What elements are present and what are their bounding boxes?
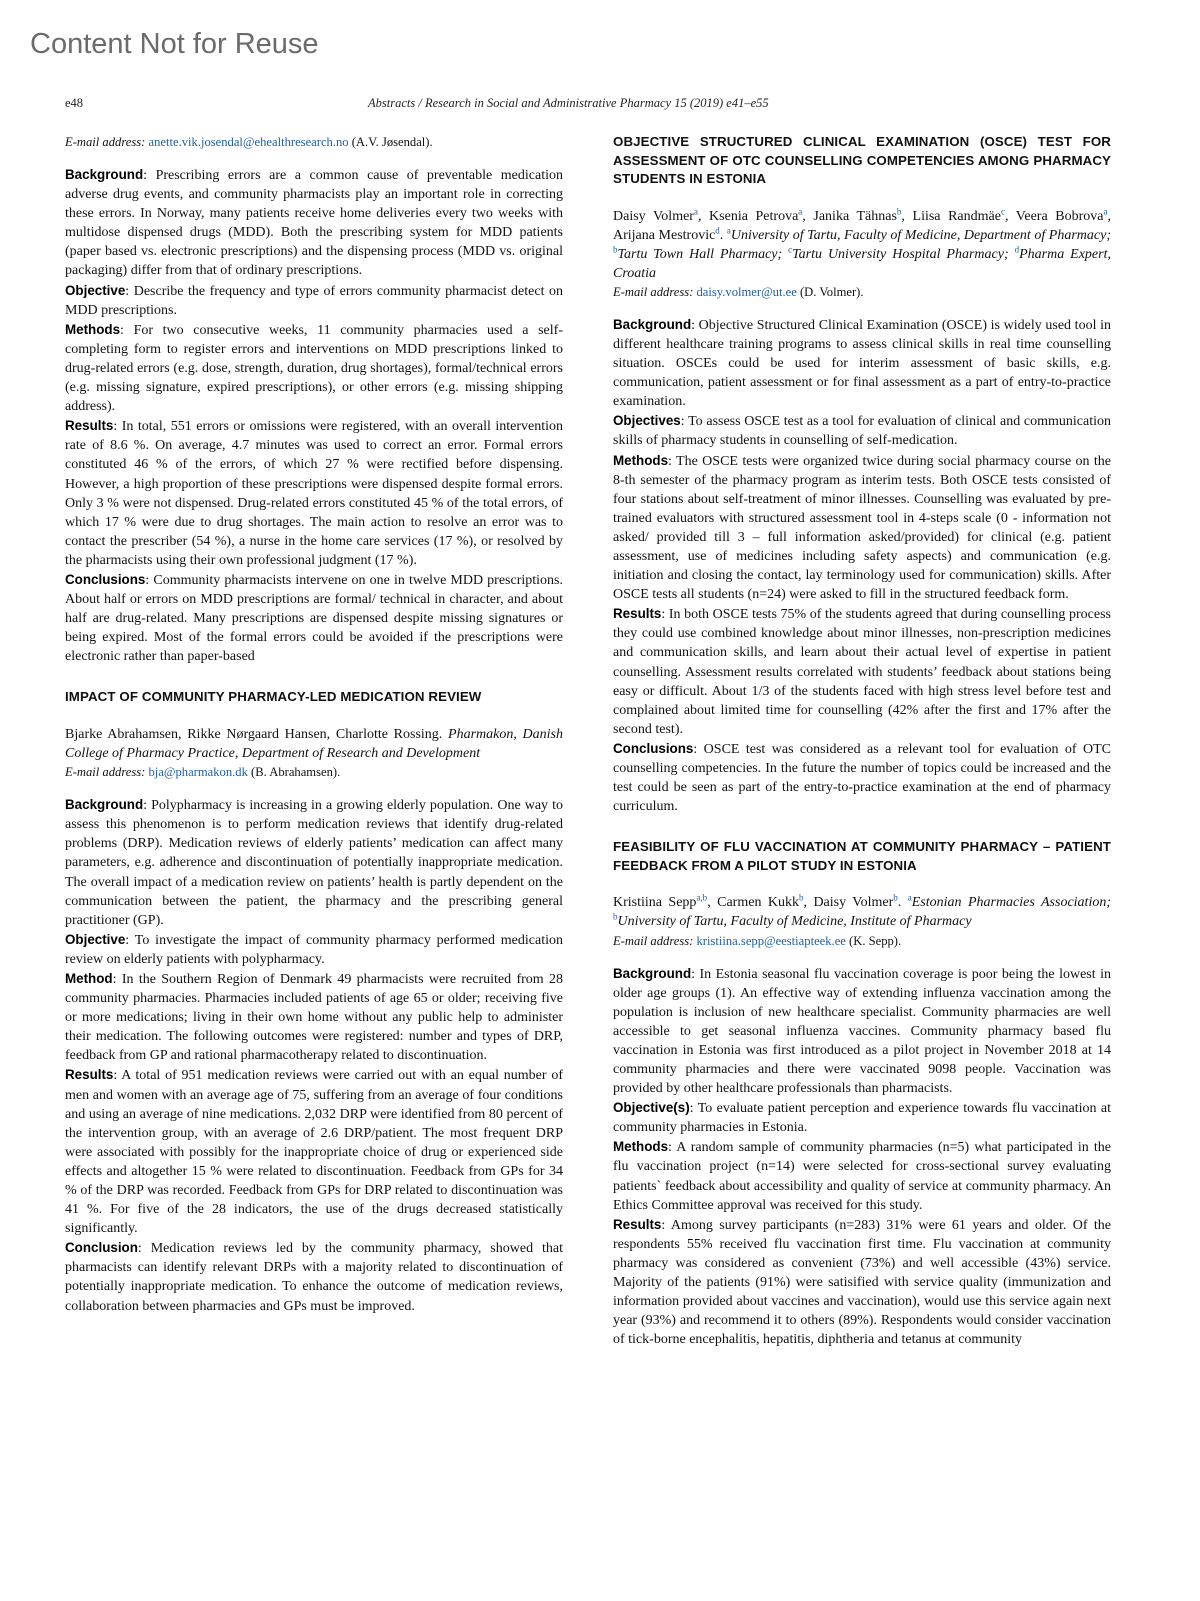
affiliation-marker: b — [893, 892, 898, 903]
affiliation-marker: a — [1103, 205, 1108, 216]
affiliation-marker: b — [799, 892, 804, 903]
affiliation-marker: b — [613, 911, 618, 922]
affiliation-marker: c — [1000, 205, 1005, 216]
abstract-title: FEASIBILITY OF FLU VACCINATION AT COMMUNITY PHARMACY – PATIENT FEEDBACK FROM A PILOT STUDY IN ESTONIA — [613, 839, 1111, 873]
objective-paragraph — [65, 930, 563, 969]
separator: . — [897, 895, 908, 911]
affiliation-text: Pharma Expert, Croatia — [613, 246, 1111, 281]
author-list — [613, 207, 1111, 283]
paragraph-text: : To investigate the impact of community pharmacy performed medication review on elderly patients with polypharmacy. — [65, 932, 563, 967]
author-name: , Ksenia Petrova — [697, 208, 799, 224]
background-paragraph — [65, 165, 563, 281]
paragraph-text: : Polypharmacy is increasing in a growing elderly population. One way to assess this phenomenon is to perform medication reviews that identify drug-related problems (DRP). Medication reviews of elderly patients’ medication can affect many parameters, e.g. adherence and discontinuation of potentially inappropriate medication. The overall impact of a medication review on patients’ health is partly dependent on the communication between the patient, the pharmacy and the prescribing general practitioner (GP). — [65, 798, 563, 928]
section-label: Method — [65, 970, 113, 986]
paragraph-text: : Prescribing errors are a common cause of preventable medication adverse drug events, and community pharmacists play an important role in correcting these errors. In Norway, many patients receive home deliveries every two weeks with multidose dispensed drugs (MDD). Both the prescribing system for MDD patients (paper based vs. electronic prescriptions) and the dispensing process (MDD vs. original packaging) differ from that of ordinary prescriptions. — [65, 168, 563, 279]
section-label: Results — [613, 606, 662, 622]
conclusions-paragraph — [613, 739, 1111, 816]
methods-paragraph — [65, 320, 563, 416]
results-paragraph — [613, 604, 1111, 739]
section-label: Background — [65, 167, 144, 182]
email-link[interactable]: anette.vik.josendal@ehealthresearch.no — [148, 135, 349, 149]
affiliation-text: University of Tartu, Faculty of Medicine, Institute of Pharmacy — [617, 914, 972, 930]
section-label: Conclusions — [613, 740, 694, 756]
paragraph-text: : Community pharmacists intervene on one in twelve MDD prescriptions. About half or errors on MDD prescriptions are formal/ technical in character, and about half are drug-related. Many prescriptions are dispensed despite missing signatures or being expired. Most of the formal errors could be avoided if the prescriptions were electronic rather than paper-based — [65, 572, 563, 665]
paragraph-text: : In both OSCE tests 75% of the students agreed that during counselling process they could use combined knowledge about minor illnesses, non-prescription medicines and communication skills, and learn about their actual level of expertise in patient counselling. Assessment results correlated with students’ feedback about stations being easy or difficult. About 1/3 of the students faced with high stress level before test and complained about limited time for counselling (42% after the first and 17% after the second test). — [613, 607, 1111, 737]
affiliation-text: Estonian Pharmacies Association; — [911, 895, 1111, 911]
paragraph-text: : To assess OSCE test as a tool for evaluation of clinical and communication skills of pharmacy students in counselling of self-medication. — [613, 414, 1111, 449]
email-link[interactable]: daisy.volmer@ut.ee — [696, 284, 797, 299]
email-link[interactable]: kristiina.sepp@eestiapteek.ee — [696, 933, 846, 948]
section-label: Methods — [613, 1139, 669, 1155]
author-list — [65, 725, 563, 763]
paragraph-text: : In Estonia seasonal flu vaccination coverage is poor being the lowest in older age groups (1). An effective way of extending influenza vaccination among the population is inclusion of new healthcare specialist. Community pharmacies are well accessible to get seasonal influenza vaccines. Community pharmacy based flu vaccination in Estonia was first introduced as a pilot project in November 2018 at 14 community pharmacies and there were vaccinated 9098 people. Vaccination was provided by other healthcare professionals than pharmacists. — [613, 966, 1111, 1097]
email-name: (K. Sepp). — [849, 933, 902, 948]
email-line — [65, 763, 563, 781]
affiliation-text: Tartu Town Hall Pharmacy; — [617, 246, 789, 262]
email-label: E-mail address: — [65, 765, 146, 780]
paragraph-text: : Objective Structured Clinical Examination (OSCE) is widely used tool in different healthcare training programs to assess clinical skills in real time counselling situation. OSCEs could be used for interim assessment of basic skills, e.g. communication, patient assessment or for final assessment as a part of entry-to-practice examination. — [613, 317, 1111, 410]
author-name: , Veera Bobrova — [1004, 208, 1104, 224]
paragraph-text: : Describe the frequency and type of errors community pharmacist detect on MDD prescriptions. — [65, 283, 563, 318]
affiliation-marker: b — [896, 205, 902, 216]
watermark: Content Not for Reuse — [30, 28, 319, 60]
author-name: , Carmen Kukk — [707, 895, 799, 911]
separator: . — [719, 227, 727, 243]
affiliation-marker: a — [798, 205, 803, 216]
affiliation-marker: a — [693, 205, 698, 216]
section-label: Background — [613, 316, 692, 332]
email-name: (A.V. Jøsendal). — [351, 135, 433, 149]
abstract-title: IMPACT OF COMMUNITY PHARMACY-LED MEDICATION REVIEW — [65, 689, 482, 705]
affiliation-marker: d — [715, 224, 720, 235]
section-label: Objective(s) — [613, 1100, 690, 1116]
results-paragraph — [613, 1215, 1111, 1350]
objectives-paragraph — [613, 411, 1111, 450]
email-link[interactable]: bja@pharmakon.dk — [148, 765, 248, 780]
paragraph-text: : A total of 951 medication reviews were carried out with an equal number of men and women with an average age of 75, suffering from an average of four conditions and using an average of nine medications. 2,032 DRP were identified from 80 percent of the intervention group, with an average of 2.6 DRP/patient. The most frequent DRP were associated with possibly for the inappropriate choice of drug or experienced side effects and altogether 15 % were related to discontinuation. Feedback from GPs for 34 % of the DRP was recorded. Feedback from GPs for DRP related to discontinuation was 41 %. For five of the 28 indicators, the use of the drugs decreased statistically significantly. — [65, 1068, 563, 1237]
section-label: Objective — [65, 931, 126, 947]
section-label: Objective — [65, 282, 126, 298]
section-label: Background — [613, 965, 692, 981]
left-column — [65, 133, 563, 1316]
affiliation-text: Pharmakon, Danish College of Pharmacy Practice, Department of Research and Development — [65, 726, 563, 762]
affiliation-marker: a — [726, 224, 731, 235]
background-paragraph — [613, 315, 1111, 411]
affiliation-marker: c — [788, 244, 793, 255]
conclusion-paragraph — [65, 1238, 563, 1315]
paragraph-text: : To evaluate patient perception and experience towards flu vaccination at community pharmacies in Estonia. — [613, 1101, 1111, 1136]
right-column — [613, 133, 1111, 1349]
running-head: Abstracts / Research in Social and Administrative Pharmacy 15 (2019) e41–e55 — [368, 96, 769, 110]
authors-text: Bjarke Abrahamsen, Rikke Nørgaard Hansen, Charlotte Rossing. — [65, 726, 443, 742]
background-paragraph — [613, 964, 1111, 1099]
email-line — [613, 283, 1111, 301]
author-name: , Daisy Volmer — [803, 895, 894, 911]
affiliation-marker: a,b — [696, 892, 708, 903]
section-label: Methods — [613, 452, 669, 468]
author-name: , Arijana Mestrovic — [613, 208, 1111, 243]
affiliation-marker: b — [613, 244, 618, 255]
author-name: , Liisa Randmäe — [901, 208, 1001, 224]
email-line — [65, 133, 563, 151]
email-name: (B. Abrahamsen). — [251, 765, 341, 780]
methods-paragraph — [613, 1137, 1111, 1214]
results-paragraph — [65, 1065, 563, 1238]
paragraph-text: : For two consecutive weeks, 11 community pharmacies used a self-completing form to register errors and interventions on MDD prescriptions linked to drug-related errors (e.g. dose, strength, duration, drug shortages), formal/technical errors (e.g. missing signature, expired prescriptions), or other errors (e.g. missing shipping address). — [65, 322, 563, 415]
method-paragraph — [65, 969, 563, 1065]
results-paragraph — [65, 416, 563, 570]
affiliation-marker: d — [1014, 244, 1020, 255]
affiliation-text: Tartu University Hospital Pharmacy; — [792, 246, 1015, 262]
methods-paragraph — [613, 451, 1111, 605]
paragraph-text: : The OSCE tests were organized twice during social pharmacy course on the 8-th semester of the pharmacy program as interim tests. Both OSCE tests consisted of four stations about self-treatment of minor illnesses. Counselling was evaluated by pre-trained evaluators with structured assessment tool in 4-steps scale (0 - information not asked/ provided till 3 – full information asked/provided) for clinical (e.g. patient assessment, use of medicines including safety aspects) and communication (e.g. initiation and closing the contact, lay terminology used for communication) skills. After OSCE tests all students (n=24) were asked to fill in the structured feedback form. — [613, 453, 1111, 603]
email-label: E-mail address: — [613, 284, 694, 299]
paragraph-text: : A random sample of community pharmacies (n=5) what participated in the flu vaccination project (n=14) were selected for cross-sectional survey evaluating patients` feedback about accessibility and quality of service at community pharmacy. An Ethics Committee approval was received for this study. — [613, 1140, 1111, 1213]
author-name: , Janika Tähnas — [802, 208, 897, 224]
paragraph-text: : Medication reviews led by the community pharmacy, showed that pharmacists can identify relevant DRPs with a majority related to discontinuation of potentially inappropriate medication. To enhance the outcome of medication reviews, collaboration between pharmacies and GPs must be improved. — [65, 1241, 563, 1314]
email-label: E-mail address: — [65, 135, 146, 149]
email-label: E-mail address: — [613, 933, 694, 948]
author-name: Kristiina Sepp — [613, 895, 697, 911]
objective-paragraph — [65, 281, 563, 320]
section-label: Results — [65, 1067, 114, 1083]
section-label: Conclusion — [65, 1240, 138, 1256]
author-name: Daisy Volmer — [613, 208, 694, 224]
objective-paragraph — [613, 1098, 1111, 1137]
email-name: (D. Volmer). — [799, 284, 864, 299]
section-label: Methods — [65, 321, 121, 337]
section-label: Objectives — [613, 413, 681, 429]
affiliation-marker: a — [907, 892, 912, 903]
abstract-title: OBJECTIVE STRUCTURED CLINICAL EXAMINATION (OSCE) TEST FOR ASSESSMENT OF OTC COUNSELLING COMPETENCIES AMONG PHARMACY STUDENTS IN ESTONIA — [613, 134, 1111, 186]
section-label: Background — [65, 797, 144, 813]
paragraph-text: : In the Southern Region of Denmark 49 pharmacists were recruited from 28 community pharmacies. Pharmacies included patients of age 65 or older; receiving five or more medications; living in their own home without any public help to administer their medication. The following outcomes were registered: number and types of DRP, feedback from GP and rational pharmacotherapy related to discontinuation. — [65, 971, 563, 1064]
author-list — [613, 893, 1111, 931]
paragraph-text: : In total, 551 errors or omissions were registered, with an overall intervention rate of 8.6 %. On average, 4.7 minutes was used to correct an error. Formal errors constituted 46 % of the errors, of which 27 % were rectified before dispensing. However, a high proportion of these prescriptions were dispensed despite formal errors. Only 3 % were not dispensed. Drug-related errors constituted 45 % of the total errors, of which 17 % were due to drug shortages. The main action to resolve an error was to contact the prescriber (54 %), a nurse in the home care services (17 %), or resolved by the pharmacists using their own professional judgment (17 %). — [65, 419, 563, 568]
email-line — [613, 932, 1111, 950]
section-label: Results — [65, 418, 114, 434]
section-label: Conclusions — [65, 571, 146, 587]
affiliation-text: University of Tartu, Faculty of Medicine, Department of Pharmacy; — [730, 227, 1112, 243]
paragraph-text: : Among survey participants (n=283) 31% were 61 years and older. Of the respondents 55% received flu vaccination first time. Flu vaccination at community pharmacy was considered as convenient (73%) and well accessible (43%) service. Majority of the patients (91%) were satisified with service quality (immunization and information provided about vaccines and vaccination), would use this service again next year (93%) and recommend it to others (89%). Respondents would consider vaccination of tick-borne encephalitis, hepatitis, diphtheria and tetanus at community — [613, 1217, 1111, 1348]
paragraph-text: : OSCE test was considered as a relevant tool for evaluation of OTC counselling competencies. In the future the number of topics could be increased and the test could be seen as part of the entry-to-practice examination at the end of pharmacy curriculum. — [613, 741, 1111, 815]
conclusions-paragraph — [65, 570, 563, 666]
section-label: Results — [613, 1216, 662, 1232]
page-number: e48 — [65, 96, 84, 110]
background-paragraph — [65, 795, 563, 930]
